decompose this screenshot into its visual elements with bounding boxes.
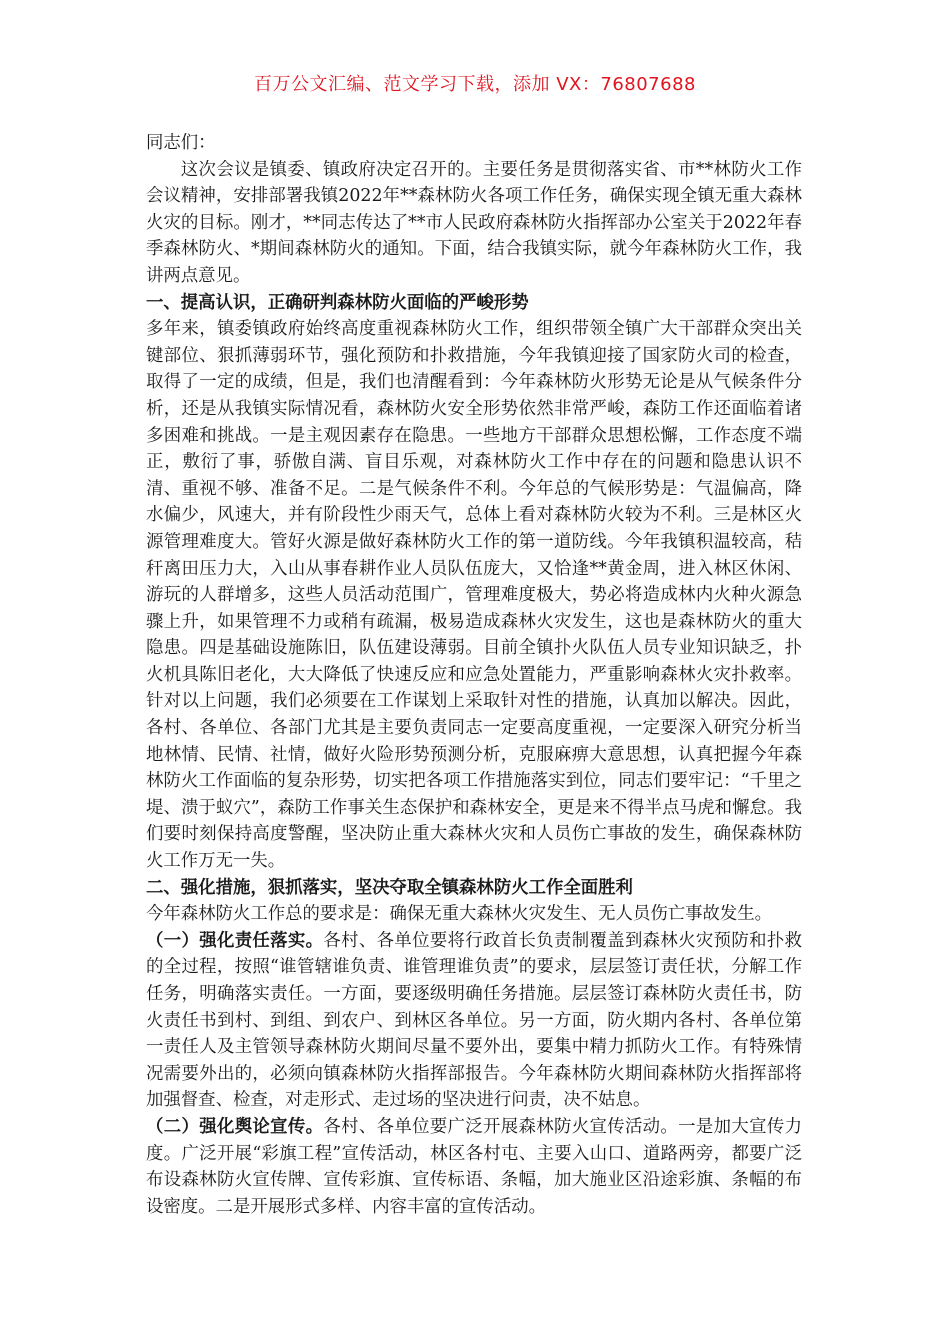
section-2-body: 今年森林防火工作总的要求是：确保无重大森林火灾发生、无人员伤亡事故发生。 (146, 904, 773, 925)
item-2-body: 各村、各单位要广泛开展森林防火宣传活动。一是加大宣传力度。广泛开展“彩旗工程”宣传活动，林区各村屯、主要入山口、道路两旁，都要广泛布设森林防火宣传牌、宣传彩旗、宣传标语、条幅，加大施业区沿途彩旗、条幅的布设密度。二是开展形式多样、内容丰富的宣传活动。 (146, 1116, 802, 1217)
intro-paragraph: 这次会议是镇委、镇政府决定召开的。主要任务是贯彻落实省、市**林防火工作会议精神，安排部署我镇2022年**森林防火各项工作任务，确保实现全镇无重大森林火灾的目标。刚才，**同志传达了**市人民政府森林防火指挥部办公室关于2022年春季森林防火、*期间森林防火的通知。下面，结合我镇实际，就今年森林防火工作，我讲两点意见。 (146, 159, 802, 286)
salutation: 同志们： (146, 133, 216, 153)
document-body (146, 130, 802, 1220)
item-1-title: （一）强化责任落实。 (146, 930, 324, 951)
header-banner: 百万公文汇编、范文学习下载，添加 VX：76807688 (254, 74, 696, 95)
item-1-body: 各村、各单位要将行政首长负责制覆盖到森林火灾预防和扑救的全过程，按照“谁管辖谁负责、谁管理谁负责”的要求，层层签订责任状，分解工作任务，明确落实责任。一方面，要逐级明确任务措施。层层签订森林防火责任书，防火责任书到村、到组、到农户、到林区各单位。另一方面，防火期内各村、各单位第一责任人及主管领导森林防火期间尽量不要外出，要集中精力抓防火工作。有特殊情况需要外出的，必须向镇森林防火指挥部报告。今年森林防火期间森林防火指挥部将加强督查、检查，对走形式、走过场的坚决进行问责，决不姑息。 (146, 930, 802, 1111)
item-2-title: （二）强化舆论宣传。 (146, 1116, 324, 1137)
section-1-heading: 一、提高认识，正确研判森林防火面临的严峻形势 (146, 292, 529, 313)
section-1-body: 多年来，镇委镇政府始终高度重视森林防火工作，组织带领全镇广大干部群众突出关键部位、狠抓薄弱环节，强化预防和扑救措施，今年我镇迎接了国家防火司的检查，取得了一定的成绩，但是，我们也清醒看到：今年森林防火形势无论是从气候条件分析，还是从我镇实际情况看，森林防火安全形势依然非常严峻，森防工作还面临着诸多困难和挑战。一是主观因素存在隐患。一些地方干部群众思想松懈，工作态度不端正，敷衍了事，骄傲自满、盲目乐观，对森林防火工作中存在的问题和隐患认识不清、重视不够、准备不足。二是气候条件不利。今年总的气候形势是：气温偏高，降水偏少，风速大，并有阶段性少雨天气，总体上看对森林防火较为不利。三是林区火源管理难度大。管好火源是做好森林防火工作的第一道防线。今年我镇积温较高，秸秆离田压力大，入山从事春耕作业人员队伍庞大，又恰逢**黄金周，进入林区休闲、游玩的人群增多，这些人员活动范围广，管理难度极大，势必将造成林内火种火源急骤上升，如果管理不力或稍有疏漏，极易造成森林火灾发生，这也是森林防火的重大隐患。四是基础设施陈旧，队伍建设薄弱。目前全镇扑火队伍人员专业知识缺乏，扑火机具陈旧老化，大大降低了快速反应和应急处置能力，严重影响森林火灾扑救率。针对以上问题，我们必须要在工作谋划上采取针对性的措施，认真加以解决。因此，各村、各单位、各部门尤其是主要负责同志一定要高度重视，一定要深入研究分析当地林情、民情、社情，做好火险形势预测分析，克服麻痹大意思想，认真把握今年森林防火工作面临的复杂形势，切实把各项工作措施落实到位，同志们要牢记：“千里之堤、溃于蚁穴”，森防工作事关生态保护和森林安全，更是来不得半点马虎和懈怠。我们要时刻保持高度警醒，坚决防止重大森林火灾和人员伤亡事故的发生，确保森林防火工作万无一失。 (146, 319, 802, 872)
section-2-item-2 (146, 1114, 802, 1220)
section-2-heading: 二、强化措施，狠抓落实，坚决夺取全镇森林防火工作全面胜利 (146, 877, 633, 898)
section-2-item-1 (146, 928, 802, 1114)
